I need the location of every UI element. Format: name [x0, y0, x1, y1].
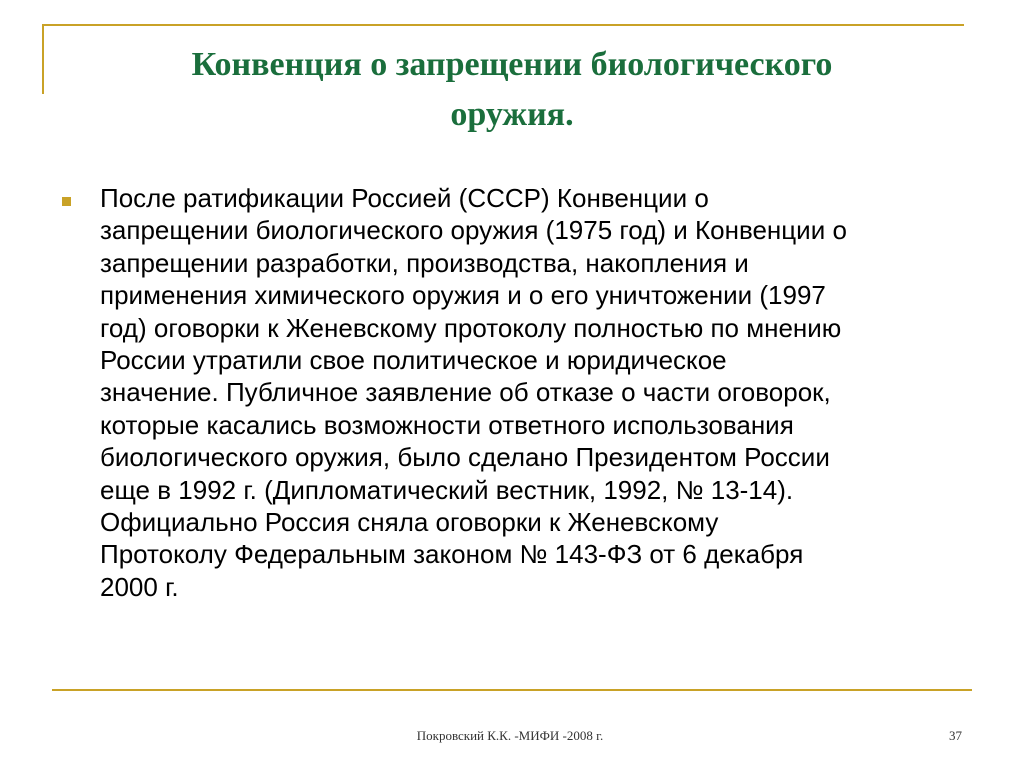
footer-author: Покровский К.К. -МИФИ -2008 г. — [416, 728, 604, 743]
slide-title — [60, 40, 964, 140]
frame-bottom-line — [52, 689, 972, 691]
bullet-text-line: которые касались возможности ответного использования — [100, 409, 794, 440]
bullet-text-line: Официально Россия сняла оговорки к Женевскому — [100, 507, 719, 538]
bullet-text-line: Протоколу Федеральным законом № 143-ФЗ от 6 декабря — [100, 539, 804, 570]
bullet-text-line: 2000 г. — [100, 571, 179, 602]
bullet-text — [100, 182, 962, 603]
bullet-text-line: год) оговорки к Женевскому протоколу полностью по мнению — [100, 312, 842, 343]
slide-title-line-2: оружия. — [450, 96, 574, 133]
frame-top-line — [42, 24, 964, 26]
bullet-text-line: применения химического оружия и о его уничтожении (1997 — [100, 280, 826, 311]
bullet-text-line: После ратификации Россией (СССР) Конвенции о — [100, 183, 709, 213]
bullet-text-line: значение. Публичное заявление об отказе о части оговорок, — [100, 377, 831, 408]
bullet-text-line: запрещении биологического оружия (1975 год) и Конвенции о — [100, 215, 847, 246]
bullet-text-line: запрещении разработки, производства, накопления и — [100, 247, 749, 278]
square-bullet-icon — [62, 197, 71, 206]
page-number: 37 — [949, 728, 962, 743]
bullet-item — [62, 182, 962, 603]
bullet-text-line: биологического оружия, было сделано Президентом России — [100, 442, 830, 473]
bullet-text-line: еще в 1992 г. (Дипломатический вестник, 1992, № 13-14). — [100, 474, 794, 505]
bullet-text-line: России утратили свое политическое и юридическое — [100, 345, 727, 376]
frame-left-line — [42, 24, 44, 94]
slide-title-line-1: Конвенция о запрещении биологического — [191, 46, 833, 83]
